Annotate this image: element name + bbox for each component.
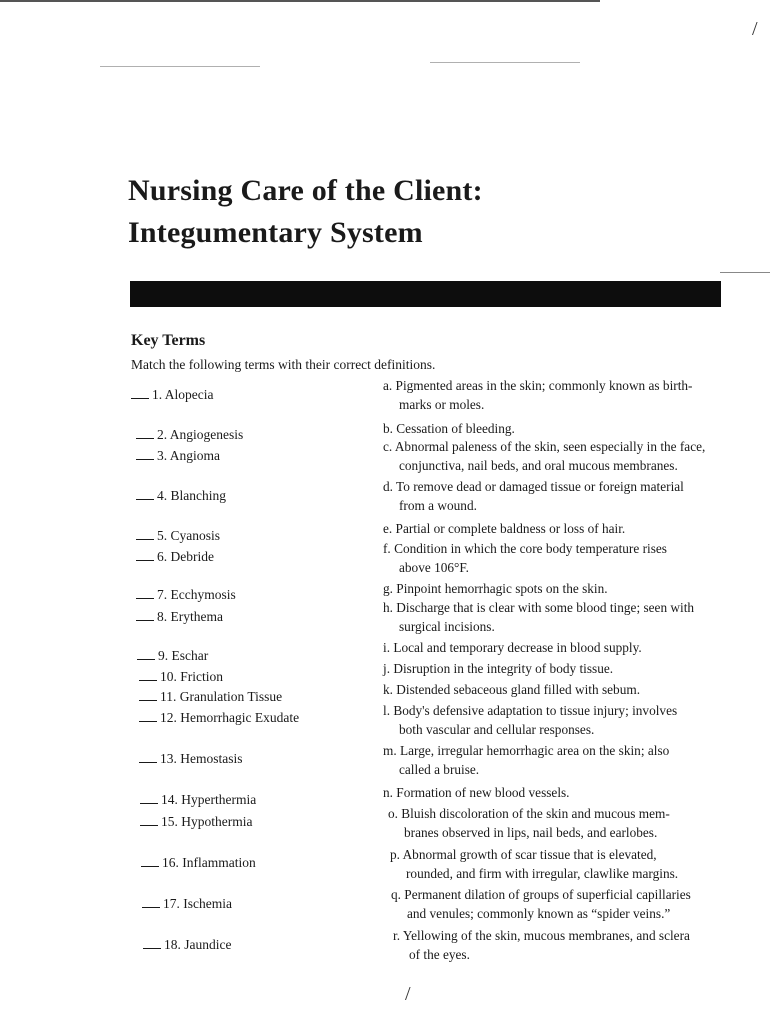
definition-line-2: above 106°F.: [399, 560, 469, 575]
definition-line-1: m. Large, irregular hemorrhagic area on the skin; also: [383, 743, 670, 758]
term-item: [136, 549, 214, 565]
term-label: 18. Jaundice: [164, 937, 232, 952]
term-item: [136, 448, 220, 464]
definition-line-1: p. Abnormal growth of scar tissue that is elevated,: [390, 847, 657, 862]
answer-blank[interactable]: [140, 815, 158, 826]
answer-blank[interactable]: [136, 588, 154, 599]
definition-item: [383, 701, 733, 739]
term-label: 3. Angioma: [157, 448, 220, 463]
definition-line-2: marks or moles.: [399, 397, 485, 412]
definition-item: [383, 519, 733, 538]
header-bar: [130, 281, 721, 307]
title-line-2: Integumentary System: [128, 216, 423, 249]
definition-line-2: from a wound.: [399, 498, 477, 513]
answer-blank[interactable]: [139, 711, 157, 722]
term-label: 17. Ischemia: [163, 896, 232, 911]
definition-line-2: and venules; commonly known as “spider veins.”: [407, 906, 671, 921]
term-item: [139, 751, 243, 767]
slash-mark-bottom: /: [405, 983, 411, 1005]
answer-blank[interactable]: [140, 793, 158, 804]
answer-blank[interactable]: [136, 529, 154, 540]
definition-line-1: j. Disruption in the integrity of body tissue.: [383, 661, 614, 676]
answer-blank[interactable]: [141, 856, 159, 867]
definition-item: [383, 579, 733, 598]
definition-item: [393, 926, 743, 964]
term-label: 12. Hemorrhagic Exudate: [160, 710, 300, 725]
definition-item: [383, 437, 733, 475]
answer-blank[interactable]: [136, 489, 154, 500]
answer-blank[interactable]: [139, 670, 157, 681]
definition-line-1: c. Abnormal paleness of the skin, seen especially in the face,: [383, 439, 706, 454]
instructions: Match the following terms with their correct definitions.: [131, 357, 436, 372]
definition-item: [383, 419, 733, 438]
term-item: [141, 855, 256, 871]
definition-item: [391, 885, 741, 923]
term-label: 11. Granulation Tissue: [160, 689, 283, 704]
definition-item: [383, 477, 733, 515]
definition-line-1: g. Pinpoint hemorrhagic spots on the skin.: [383, 581, 608, 596]
answer-blank[interactable]: [136, 428, 154, 439]
term-item: [142, 896, 232, 912]
definition-line-1: a. Pigmented areas in the skin; commonly known as birth-: [383, 378, 693, 393]
definition-line-1: k. Distended sebaceous gland filled with sebum.: [383, 682, 641, 697]
definition-line-1: n. Formation of new blood vessels.: [383, 785, 570, 800]
definition-item: [383, 783, 733, 802]
definition-item: [388, 804, 738, 842]
term-label: 9. Eschar: [158, 648, 209, 663]
definition-item: [383, 598, 733, 636]
definition-line-1: d. To remove dead or damaged tissue or foreign material: [383, 479, 684, 494]
term-item: [143, 937, 231, 953]
definition-line-1: h. Discharge that is clear with some blood tinge; seen with: [383, 600, 695, 615]
term-item: [139, 669, 223, 685]
definition-line-1: o. Bluish discoloration of the skin and mucous mem-: [388, 806, 670, 821]
definition-line-1: r. Yellowing of the skin, mucous membranes, and sclera: [393, 928, 690, 943]
answer-blank[interactable]: [137, 649, 155, 660]
term-item: [136, 587, 236, 603]
term-label: 15. Hypothermia: [161, 814, 253, 829]
term-item: [136, 427, 243, 443]
definition-line-2: conjunctiva, nail beds, and oral mucous membranes.: [399, 458, 678, 473]
title-line-1: Nursing Care of the Client:: [128, 174, 483, 207]
definition-item: [390, 845, 740, 883]
definition-item: [383, 638, 733, 657]
term-label: 13. Hemostasis: [160, 751, 243, 766]
section-heading: Key Terms: [131, 332, 206, 349]
page-title: [128, 170, 483, 254]
term-label: 14. Hyperthermia: [161, 792, 257, 807]
answer-blank[interactable]: [139, 690, 157, 701]
definition-line-1: q. Permanent dilation of groups of superficial capillaries: [391, 887, 691, 902]
answer-blank[interactable]: [136, 610, 154, 621]
term-item: [140, 814, 252, 830]
definition-line-1: i. Local and temporary decrease in blood supply.: [383, 640, 642, 655]
definition-item: [383, 376, 733, 414]
answer-blank[interactable]: [131, 388, 149, 399]
answer-blank[interactable]: [136, 550, 154, 561]
definition-line-2: surgical incisions.: [399, 619, 495, 634]
slash-mark-top: /: [752, 18, 758, 40]
term-item: [139, 689, 282, 705]
definition-item: [383, 539, 733, 577]
definition-item: [383, 659, 733, 678]
definition-line-2: both vascular and cellular responses.: [399, 722, 595, 737]
term-label: 4. Blanching: [157, 488, 226, 503]
term-item: [131, 387, 213, 403]
term-label: 10. Friction: [160, 669, 223, 684]
term-label: 5. Cyanosis: [157, 528, 221, 543]
definition-line-2: branes observed in lips, nail beds, and earlobes.: [404, 825, 658, 840]
term-label: 16. Inflammation: [162, 855, 256, 870]
term-item: [140, 792, 256, 808]
term-item: [139, 710, 299, 726]
term-item: [137, 648, 208, 664]
scan-edge-top: [0, 0, 600, 2]
definition-line-1: l. Body's defensive adaptation to tissue injury; involves: [383, 703, 678, 718]
definition-line-1: f. Condition in which the core body temperature rises: [383, 541, 667, 556]
term-label: 6. Debride: [157, 549, 214, 564]
answer-blank[interactable]: [142, 897, 160, 908]
definition-line-2: rounded, and firm with irregular, clawlike margins.: [406, 866, 679, 881]
scan-rule-right: [430, 62, 580, 63]
term-item: [136, 609, 223, 625]
definition-item: [383, 680, 733, 699]
answer-blank[interactable]: [136, 449, 154, 460]
definition-line-1: e. Partial or complete baldness or loss of hair.: [383, 521, 626, 536]
term-item: [136, 528, 220, 544]
term-item: [136, 488, 226, 504]
definition-line-1: b. Cessation of bleeding.: [383, 421, 515, 436]
answer-blank[interactable]: [139, 752, 157, 763]
definition-line-2: of the eyes.: [409, 947, 470, 962]
answer-blank[interactable]: [143, 938, 161, 949]
definition-item: [383, 741, 733, 779]
term-label: 2. Angiogenesis: [157, 427, 244, 442]
term-label: 7. Ecchymosis: [157, 587, 236, 602]
definition-line-2: called a bruise.: [399, 762, 480, 777]
term-label: 8. Erythema: [157, 609, 223, 624]
scan-rule-left: [100, 66, 260, 67]
term-label: 1. Alopecia: [152, 387, 214, 402]
scan-rule-mid: [720, 272, 770, 273]
